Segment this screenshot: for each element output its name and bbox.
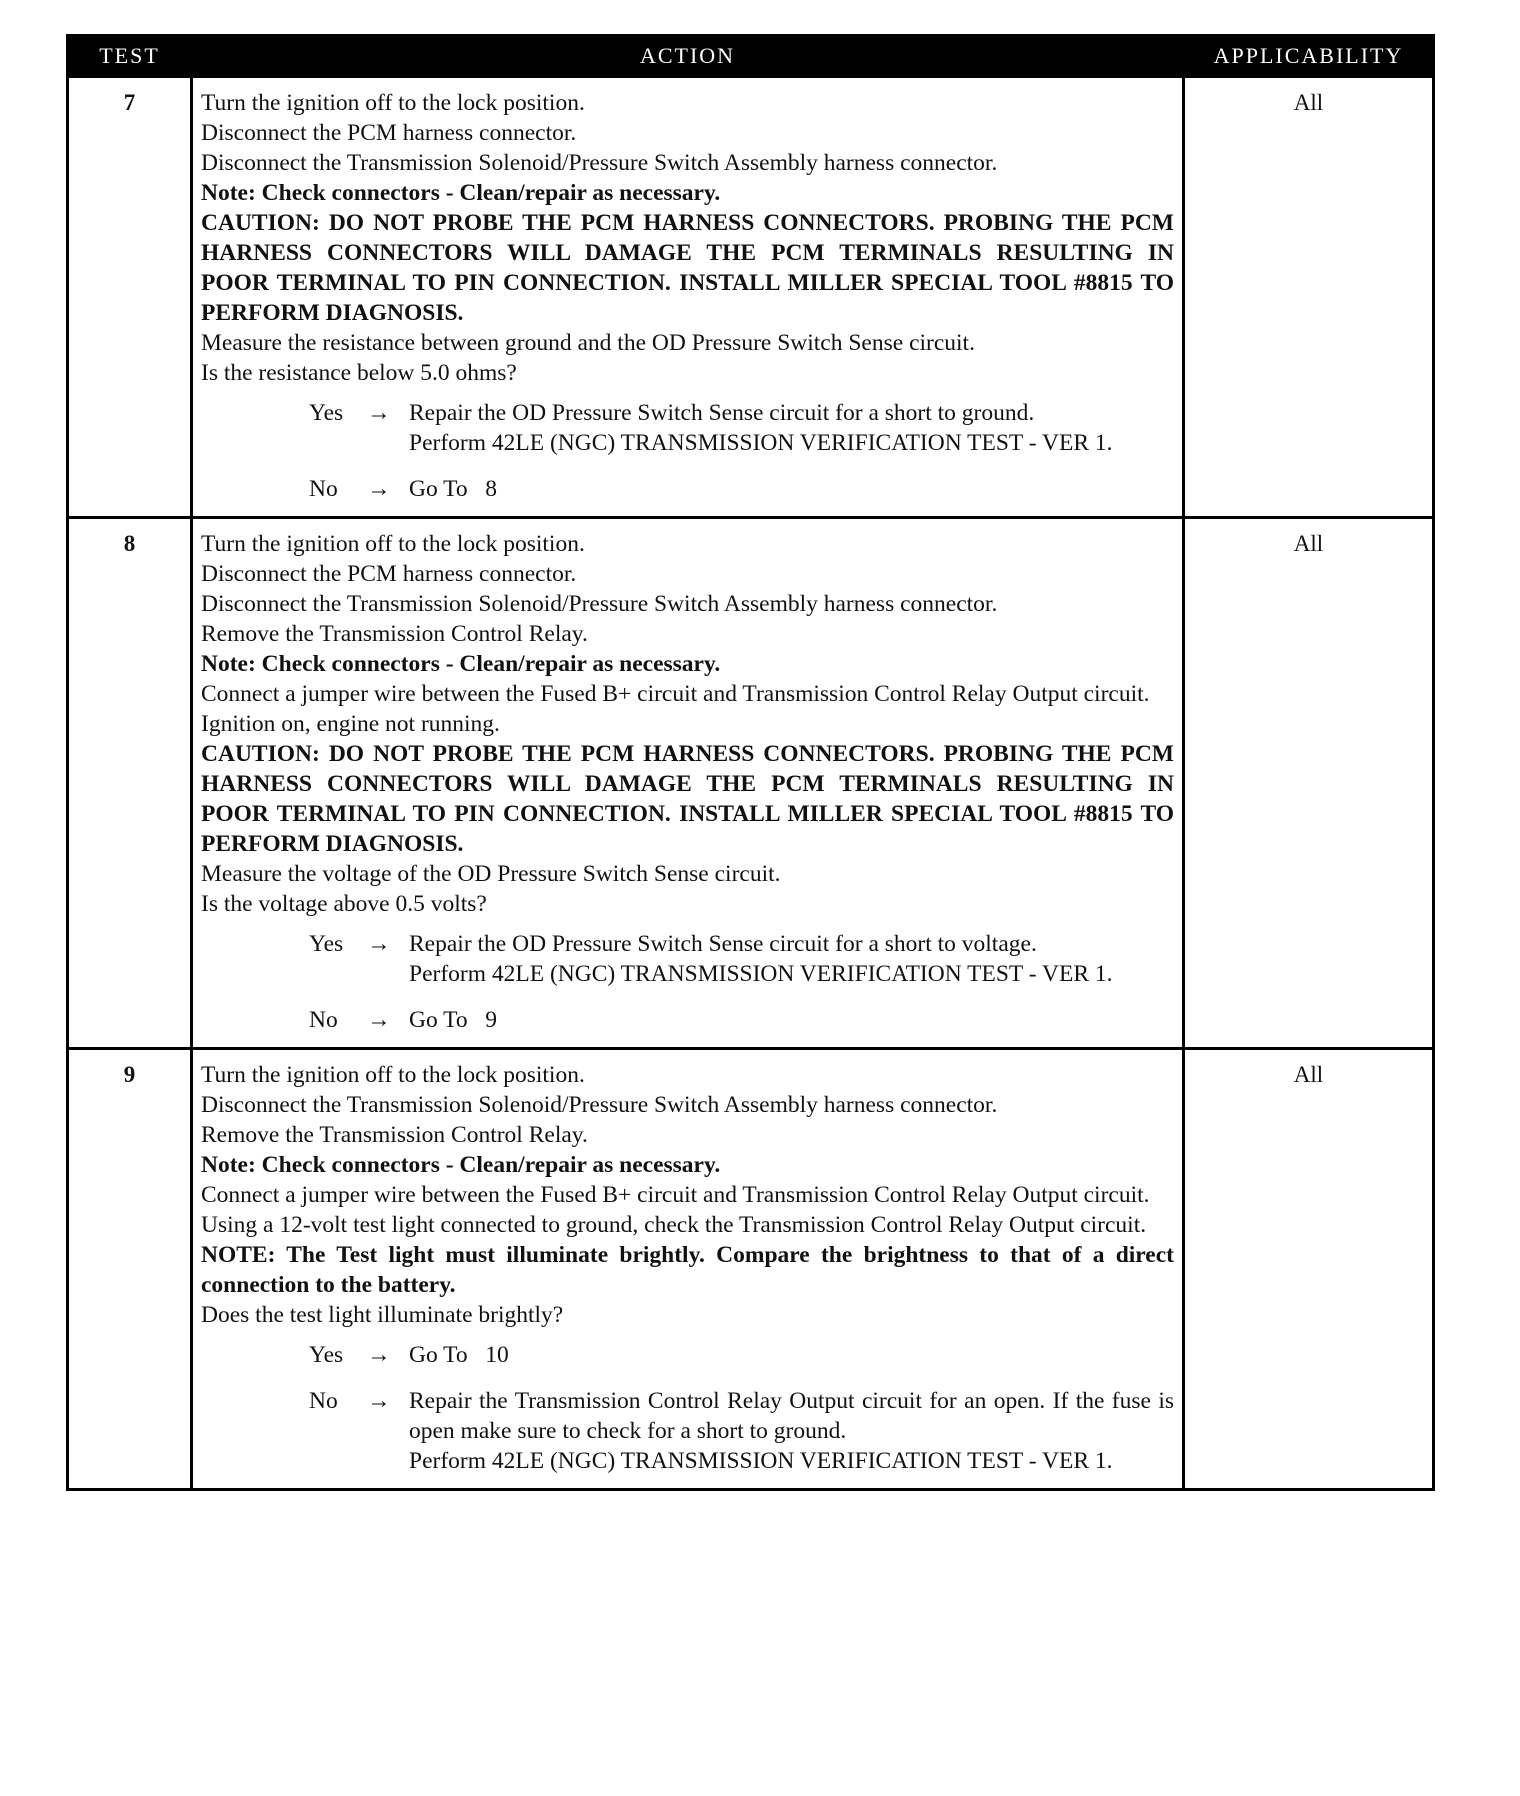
header-applicability: APPLICABILITY (1184, 36, 1434, 77)
yes-response (309, 1340, 1174, 1370)
table-row-test-7 (68, 77, 1434, 518)
applicability-cell: All (1184, 1049, 1434, 1490)
action-step: Disconnect the PCM harness connector. (201, 561, 577, 587)
action-step: Remove the Transmission Control Relay. (201, 1122, 588, 1148)
no-text: Go To 9 (409, 1007, 498, 1033)
action-step: Disconnect the Transmission Solenoid/Pressure Switch Assembly harness connector. (201, 1092, 998, 1118)
no-label: No (309, 476, 338, 502)
diagnostic-test-table (66, 34, 1435, 1491)
no-text (409, 1386, 1174, 1476)
table-row-test-8 (68, 518, 1434, 1049)
action-cell (192, 77, 1184, 518)
action-step: Connect a jumper wire between the Fused B+ circuit and Transmission Control Relay Output circuit. (201, 1182, 1150, 1208)
no-response (309, 474, 1174, 504)
caution-text: CAUTION: DO NOT PROBE THE PCM HARNESS CONNECTORS. PROBING THE PCM HARNESS CONNECTORS WILL DAMAGE THE PCM TERMINALS RESULTING IN POOR TERMINAL TO PIN CONNECTION. INSTALL MILLER SPECIAL TOOL #8815 TO PERFORM DIAGNOSIS. (201, 741, 1174, 857)
note-text: Note: Check connectors - Clean/repair as necessary. (201, 180, 721, 206)
applicability-cell: All (1184, 518, 1434, 1049)
action-step: Disconnect the Transmission Solenoid/Pressure Switch Assembly harness connector. (201, 591, 998, 617)
no-text: Go To 8 (409, 476, 498, 502)
action-step: Measure the resistance between ground and the OD Pressure Switch Sense circuit. (201, 330, 975, 356)
question-text: Is the resistance below 5.0 ohms? (201, 360, 517, 386)
action-step: Turn the ignition off to the lock position. (201, 531, 585, 557)
table-header-row (68, 36, 1434, 77)
header-action: ACTION (192, 36, 1184, 77)
yes-label: Yes (309, 400, 344, 426)
yes-text (409, 398, 1174, 458)
yes-label: Yes (309, 931, 344, 957)
yes-text (409, 929, 1174, 989)
note-text: Note: Check connectors - Clean/repair as necessary. (201, 651, 721, 677)
action-step: Measure the voltage of the OD Pressure Switch Sense circuit. (201, 861, 781, 887)
right-arrow-icon: → (367, 1007, 391, 1033)
action-step: Turn the ignition off to the lock position. (201, 90, 585, 116)
right-arrow-icon: → (367, 400, 391, 426)
yes-response (309, 398, 1174, 458)
yes-text: Go To 10 (409, 1342, 509, 1368)
question-text: Does the test light illuminate brightly? (201, 1302, 564, 1328)
applicability-cell: All (1184, 77, 1434, 518)
action-step: Ignition on, engine not running. (201, 711, 500, 737)
no-response (309, 1386, 1174, 1476)
test-number: 8 (68, 518, 192, 1049)
question-text: Is the voltage above 0.5 volts? (201, 891, 487, 917)
yes-response (309, 929, 1174, 989)
action-step: Remove the Transmission Control Relay. (201, 621, 588, 647)
no-text-line: Repair the Transmission Control Relay Output circuit for an open. If the fuse is open make sure to check for a short to ground. (409, 1388, 1174, 1444)
right-arrow-icon: → (367, 476, 391, 502)
note-text: Note: Check connectors - Clean/repair as necessary. (201, 1152, 721, 1178)
yes-text-line: Perform 42LE (NGC) TRANSMISSION VERIFICATION TEST - VER 1. (409, 961, 1113, 987)
no-label: No (309, 1007, 338, 1033)
diagnostic-table-page (66, 34, 1432, 1491)
caution-text: CAUTION: DO NOT PROBE THE PCM HARNESS CONNECTORS. PROBING THE PCM HARNESS CONNECTORS WILL DAMAGE THE PCM TERMINALS RESULTING IN POOR TERMINAL TO PIN CONNECTION. INSTALL MILLER SPECIAL TOOL #8815 TO PERFORM DIAGNOSIS. (201, 210, 1174, 326)
yes-text-line: Perform 42LE (NGC) TRANSMISSION VERIFICATION TEST - VER 1. (409, 430, 1113, 456)
right-arrow-icon: → (367, 931, 391, 957)
test-number: 9 (68, 1049, 192, 1490)
action-step: Using a 12-volt test light connected to ground, check the Transmission Control Relay Output circuit. (201, 1212, 1147, 1238)
note-text: NOTE: The Test light must illuminate brightly. Compare the brightness to that of a direct connection to the battery. (201, 1242, 1174, 1298)
action-cell (192, 518, 1184, 1049)
action-step: Connect a jumper wire between the Fused B+ circuit and Transmission Control Relay Output circuit. (201, 681, 1150, 707)
header-test: TEST (68, 36, 192, 77)
action-step: Disconnect the PCM harness connector. (201, 120, 577, 146)
action-step: Disconnect the Transmission Solenoid/Pressure Switch Assembly harness connector. (201, 150, 998, 176)
yes-label: Yes (309, 1342, 344, 1368)
no-response (309, 1005, 1174, 1035)
yes-text-line: Repair the OD Pressure Switch Sense circuit for a short to ground. (409, 400, 1035, 426)
no-label: No (309, 1388, 338, 1414)
table-row-test-9 (68, 1049, 1434, 1490)
test-number: 7 (68, 77, 192, 518)
action-step: Turn the ignition off to the lock position. (201, 1062, 585, 1088)
right-arrow-icon: → (367, 1388, 391, 1414)
yes-text-line: Repair the OD Pressure Switch Sense circuit for a short to voltage. (409, 931, 1037, 957)
action-cell (192, 1049, 1184, 1490)
no-text-line: Perform 42LE (NGC) TRANSMISSION VERIFICATION TEST - VER 1. (409, 1448, 1113, 1474)
right-arrow-icon: → (367, 1342, 391, 1368)
